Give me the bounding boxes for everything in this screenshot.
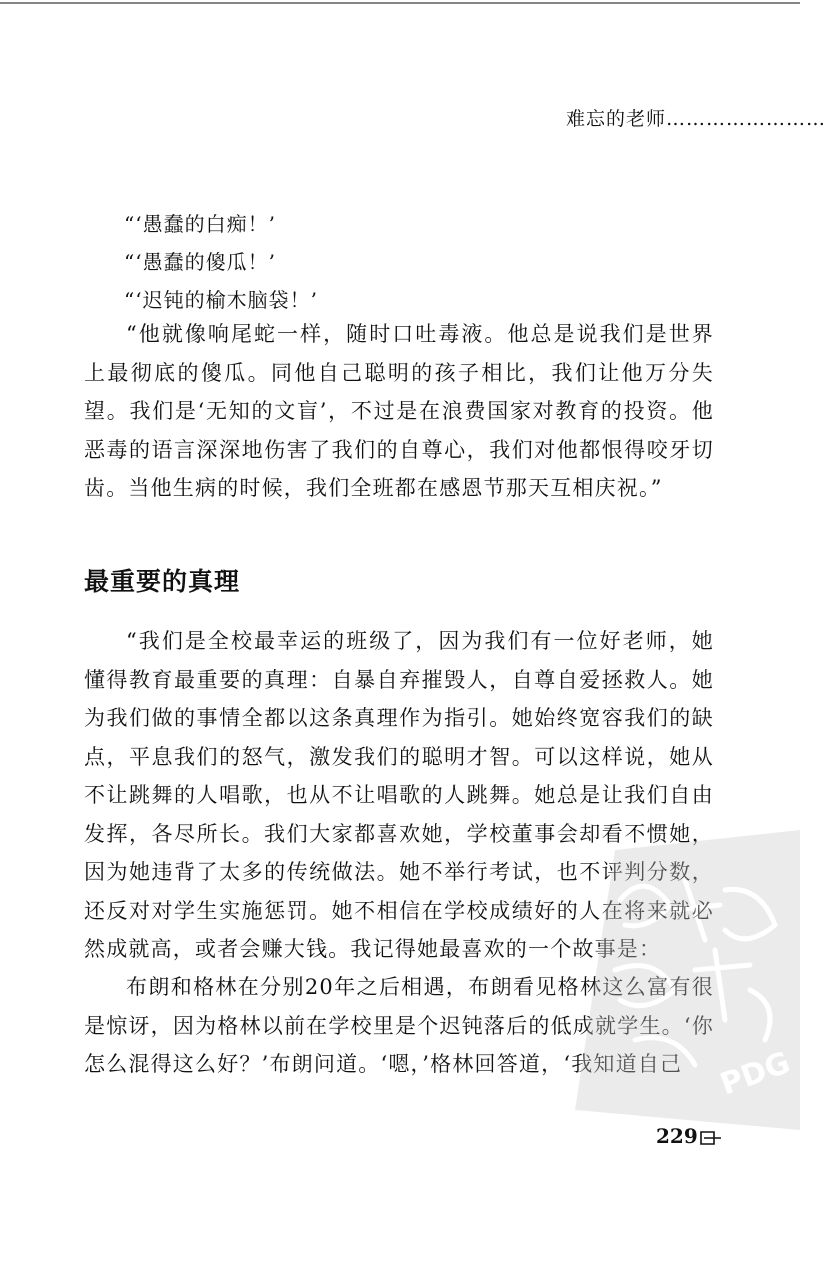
quote-line-1: “‘愚蠢的白痴！’ bbox=[124, 212, 276, 236]
watermark-stamp bbox=[575, 830, 805, 1130]
page-corner-mark-icon bbox=[700, 1130, 722, 1146]
paragraph-rattlesnake: “他就像响尾蛇一样，随时口吐毒液。他总是说我们是世界上最彻底的傻瓜。同他自己聪明的孩子相比，我们让他万分失望。我们是‘无知的文盲’，不过是在浪费国家对教育的投资。他恶毒的语言深深地伤害了我们的自尊心，我们对他都恨得咬牙切齿。当他生病的时候，我们全班都在感恩节那天互相庆祝。” bbox=[84, 322, 714, 500]
running-header: 难忘的老师…………………… bbox=[566, 108, 826, 130]
paragraph-lucky-class: “我们是全校最幸运的班级了，因为我们有一位好老师，她懂得教育最重要的真理：自暴自弃摧毁人，自尊自爱拯救人。她为我们做的事情全都以这条真理作为指引。她始终宽容我们的缺点，平息我们的怒气，激发我们的聪明才智。可以这样说，她从不让跳舞的人唱歌，也从不让唱歌的人跳舞。她总是让我们自由发挥，各尽所长。我们大家都喜欢她，学校董事会却看不惯她，因为她违背了太多的传统做法。她不举行考试，也不评判分数，还反对对学生实施惩罚。她不相信在学校成绩好的人在将来就必然成就高，或者会赚大钱。我记得她最喜欢的一个故事是： bbox=[84, 629, 714, 961]
page-number: 229 bbox=[656, 1124, 698, 1148]
quote-line-2: “‘愚蠢的傻瓜！’ bbox=[124, 250, 276, 274]
top-edge-rule bbox=[0, 2, 800, 4]
quote-line-3: “‘迟钝的榆木脑袋！’ bbox=[124, 288, 318, 312]
paragraph-brown-green: 布朗和格林在分别20年之后相遇，布朗看见格林这么富有很是惊讶，因为格林以前在学校里是个迟钝落后的低成就学生。‘你怎么混得这么好？’布朗问道。‘嗯，’格林回答道，‘我知道自己 bbox=[84, 975, 714, 1076]
section-heading: 最重要的真理 bbox=[84, 567, 241, 596]
watermark-text: PDG bbox=[715, 1045, 795, 1103]
